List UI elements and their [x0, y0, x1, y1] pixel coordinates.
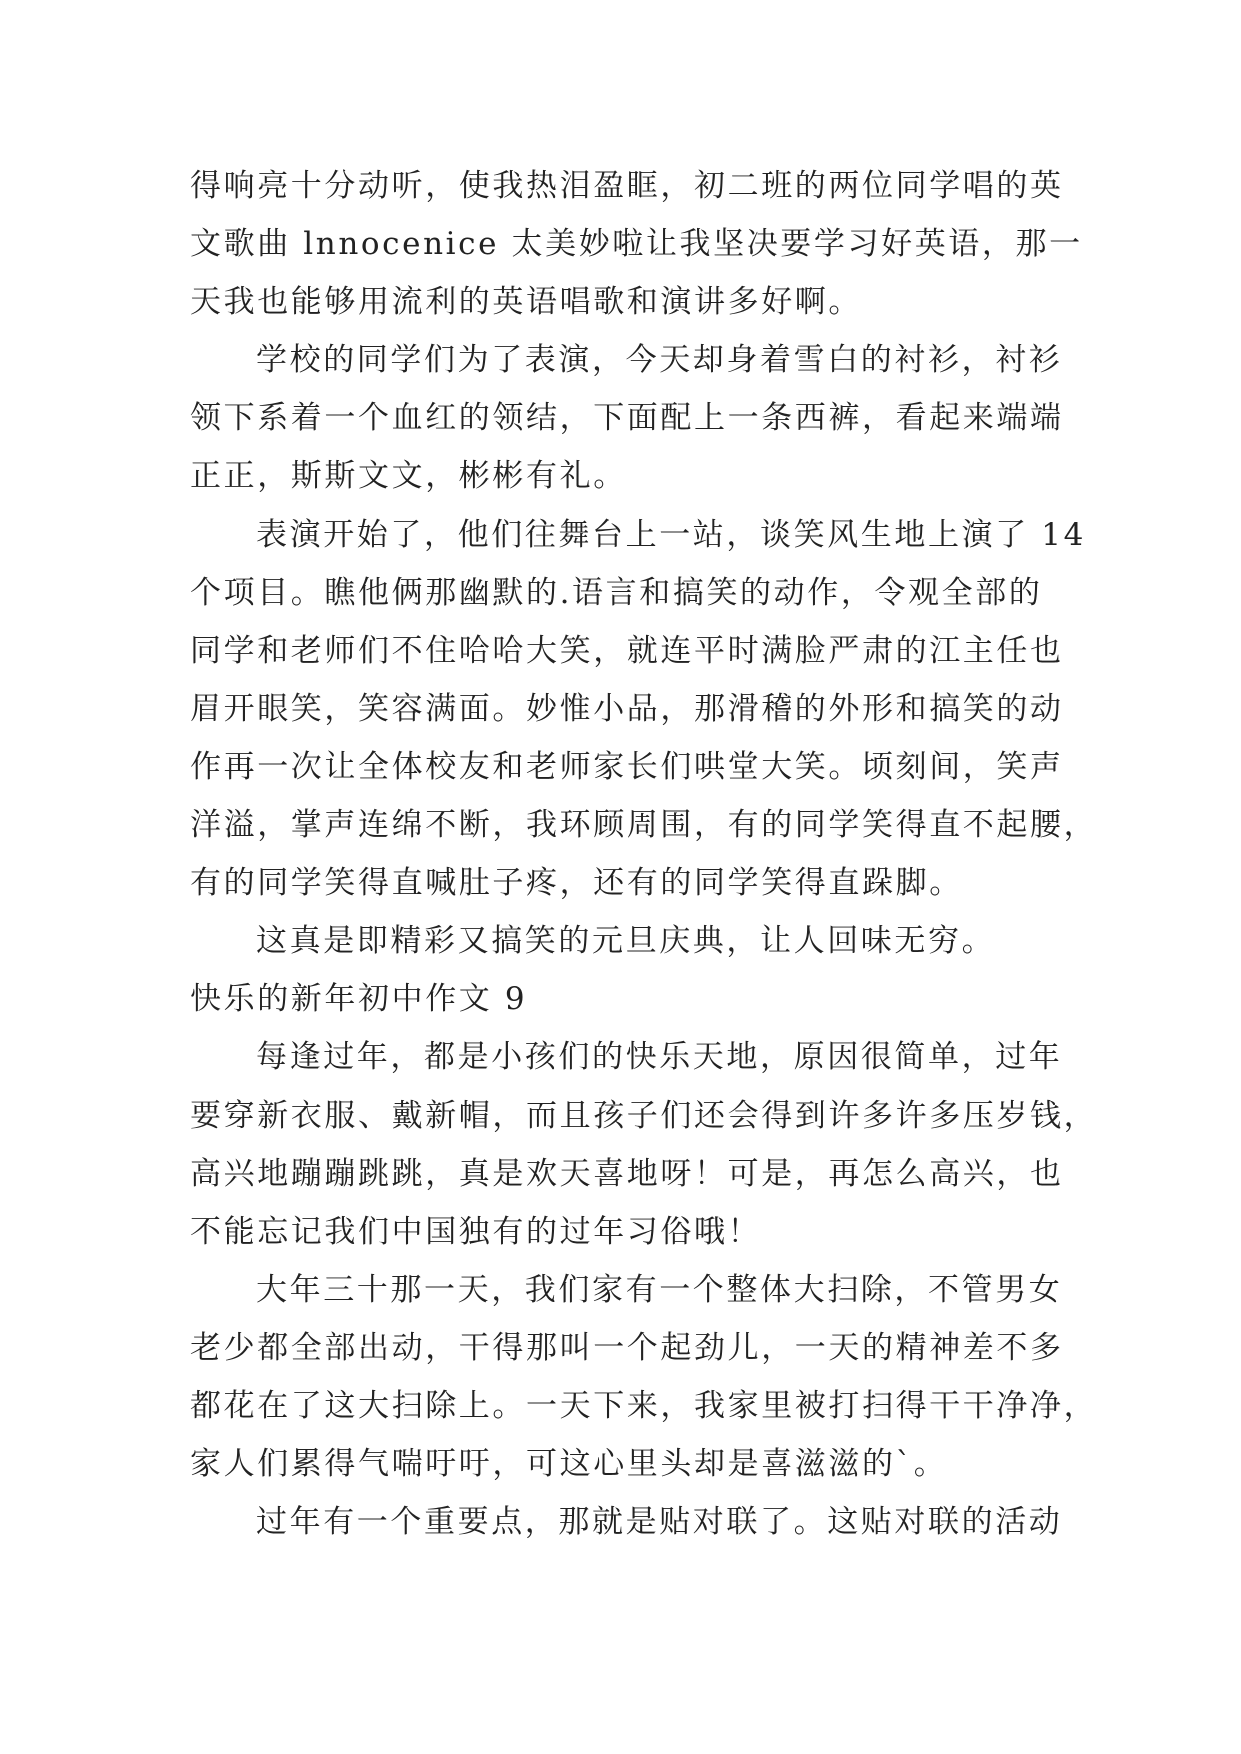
text-line-4: 学校的同学们为了表演，今天却身着雪白的衬衫，衬衫 — [256, 342, 1063, 379]
text-line-14: 这真是即精彩又搞笑的元旦庆典，让人回味无穷。 — [256, 923, 996, 960]
text-line-17: 要穿新衣服、戴新帽，而且孩子们还会得到许多许多压岁钱， — [190, 1097, 1098, 1134]
text-line-10: 眉开眼笑，笑容满面。妙惟小品，那滑稽的外形和搞笑的动 — [190, 690, 1064, 727]
text-line-21: 老少都全部出动，干得那叫一个起劲儿，一天的精神差不多 — [190, 1329, 1064, 1366]
text-line-5: 领下系着一个血红的领结，下面配上一条西裤，看起来端端 — [190, 400, 1064, 437]
text-line-24: 过年有一个重要点，那就是贴对联了。这贴对联的活动 — [256, 1504, 1063, 1541]
text-line-13: 有的同学笑得直喊肚子疼，还有的同学笑得直跺脚。 — [190, 865, 963, 902]
text-line-1: 得响亮十分动听，使我热泪盈眶，初二班的两位同学唱的英 — [190, 168, 1064, 204]
text-line-19: 不能忘记我们中国独有的过年习俗哦！ — [190, 1213, 762, 1250]
body-text — [190, 157, 1098, 1551]
text-line-20: 大年三十那一天，我们家有一个整体大扫除，不管男女 — [256, 1271, 1063, 1308]
text-line-11: 作再一次让全体校友和老师家长们哄堂大笑。顷刻间，笑声 — [190, 748, 1064, 785]
text-line-9: 同学和老师们不住哈哈大笑，就连平时满脸严肃的江主任也 — [190, 632, 1064, 669]
text-line-18: 高兴地蹦蹦跳跳，真是欢天喜地呀！可是，再怎么高兴，也 — [190, 1155, 1064, 1192]
text-line-6: 正正，斯斯文文，彬彬有礼。 — [190, 458, 627, 495]
text-line-3: 天我也能够用流利的英语唱歌和演讲多好啊。 — [190, 284, 862, 321]
text-line-7: 表演开始了，他们往舞台上一站，谈笑风生地上演了 14 — [256, 516, 1086, 553]
text-line-23: 家人们累得气喘吁吁，可这心里头却是喜滋滋的`。 — [190, 1446, 948, 1483]
text-line-16: 每逢过年，都是小孩们的快乐天地，原因很简单，过年 — [256, 1039, 1063, 1076]
text-line-8: 个项目。瞧他俩那幽默的.语言和搞笑的动作，令观全部的 — [190, 574, 1043, 611]
text-line-12: 洋溢，掌声连绵不断，我环顾周围，有的同学笑得直不起腰， — [190, 807, 1098, 844]
text-line-22: 都花在了这大扫除上。一天下来，我家里被打扫得干干净净， — [190, 1387, 1098, 1424]
section-heading: 快乐的新年初中作文 9 — [190, 981, 528, 1018]
text-line-2: 文歌曲 lnnocenice 太美妙啦让我坚决要学习好英语，那一 — [190, 226, 1083, 263]
